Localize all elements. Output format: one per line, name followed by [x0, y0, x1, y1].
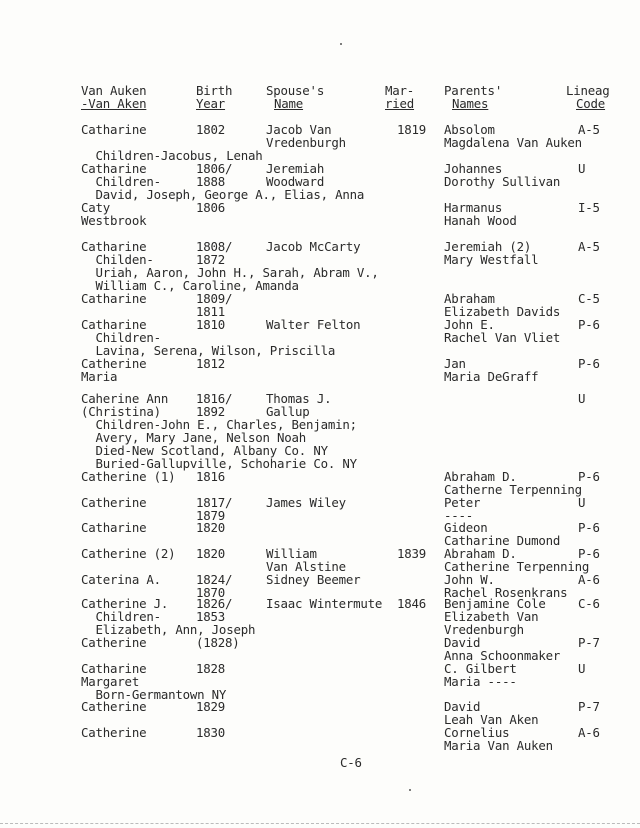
cell-birth: 1879 — [196, 508, 226, 523]
cell-lineage: P-6 — [578, 469, 600, 484]
cell-parents: Catherne Terpenning — [444, 482, 582, 497]
cell-name: Catharine — [81, 291, 147, 306]
cell-name: Caty — [81, 200, 111, 215]
cell-birth: 1816 — [196, 469, 226, 484]
cell-parents: Harmanus — [444, 200, 503, 215]
cell-birth: 1811 — [196, 304, 226, 319]
cell-name: Margaret — [81, 674, 140, 689]
header-name-1: Van Auken — [81, 83, 147, 98]
cell-parents: Johannes — [444, 161, 503, 176]
cell-lineage: P-7 — [578, 635, 600, 650]
cell-spouse: Van Alstine — [266, 559, 346, 574]
cell-parents: Vredenburgh — [444, 622, 524, 637]
cell-parents: Maria Van Auken — [444, 738, 553, 753]
cell-name: Westbrook — [81, 213, 147, 228]
cell-parents: Elizabeth Davids — [444, 304, 561, 319]
cell-birth: 1806 — [196, 200, 226, 215]
cell-parents: Magdalena Van Auken — [444, 135, 582, 150]
page-number: C-6 — [340, 755, 362, 770]
cell-name: Born-Germantown NY — [81, 687, 227, 702]
cell-birth: 1820 — [196, 520, 226, 535]
cell-parents: Peter — [444, 495, 481, 510]
header-birth-2: Year — [196, 96, 226, 111]
cell-name: Childen- — [81, 252, 154, 267]
speck-top — [340, 43, 342, 45]
cell-name: Catherine (1) — [81, 469, 176, 484]
cell-lineage: C-5 — [578, 291, 600, 306]
cell-name: Children- — [81, 609, 161, 624]
cell-parents: Gideon — [444, 520, 488, 535]
cell-parents: Maria DeGraff — [444, 369, 539, 384]
cell-parents: Maria ---- — [444, 674, 517, 689]
cell-lineage: I-5 — [578, 200, 600, 215]
cell-lineage: A-6 — [578, 572, 600, 587]
cell-parents: Abraham — [444, 291, 495, 306]
cell-name: Catherine — [81, 725, 147, 740]
cell-name: Children-Jacobus, Lenah — [81, 148, 263, 163]
cell-name: Catharine — [81, 122, 147, 137]
cell-name: Elizabeth, Ann, Joseph — [81, 622, 256, 637]
cell-name: Catherine — [81, 635, 147, 650]
cell-birth: 1810 — [196, 317, 226, 332]
header-parents-1: Parents' — [444, 83, 503, 98]
cell-name: Catherine — [81, 356, 147, 371]
cell-parents: Mary Westfall — [444, 252, 539, 267]
cell-name: Catharine — [81, 161, 147, 176]
cell-parents: John E. — [444, 317, 495, 332]
cell-parents: Benjamine Cole — [444, 596, 546, 611]
cell-lineage: U — [578, 161, 586, 176]
cell-spouse: Walter Felton — [266, 317, 361, 332]
cell-lineage: P-6 — [578, 520, 600, 535]
header-married-1: Mar- — [385, 83, 415, 98]
cell-parents: C. Gilbert — [444, 661, 517, 676]
cell-parents: Abraham D. — [444, 469, 517, 484]
cell-lineage: U — [578, 661, 586, 676]
cell-lineage: P-7 — [578, 699, 600, 714]
cell-lineage: P-6 — [578, 317, 600, 332]
cell-name: William C., Caroline, Amanda — [81, 278, 299, 293]
cell-parents: Anna Schoonmaker — [444, 648, 561, 663]
cell-lineage: A-5 — [578, 239, 600, 254]
cell-name: Children-John E., Charles, Benjamin; — [81, 417, 357, 432]
cell-name: Maria — [81, 369, 118, 384]
header-lineage-1: Lineag — [566, 83, 610, 98]
cell-name: Catharine — [81, 317, 147, 332]
cell-birth: 1872 — [196, 252, 226, 267]
cell-spouse: Sidney Beemer — [266, 572, 361, 587]
cell-spouse: James Wiley — [266, 495, 346, 510]
cell-married: 1839 — [397, 546, 427, 561]
cell-parents: David — [444, 635, 481, 650]
cell-name: David, Joseph, George A., Elias, Anna — [81, 187, 365, 202]
cell-birth: 1824/ — [196, 572, 233, 587]
cell-birth: 1817/ — [196, 495, 233, 510]
cell-birth: 1830 — [196, 725, 226, 740]
cell-birth: 1853 — [196, 609, 226, 624]
cell-name: Catherine (2) — [81, 546, 176, 561]
cell-name: Lavina, Serena, Wilson, Priscilla — [81, 343, 336, 358]
cell-parents: ---- — [444, 508, 474, 523]
cell-spouse: Jeremiah — [266, 161, 325, 176]
header-lineage-2: Code — [576, 96, 606, 111]
scan-edge — [0, 823, 640, 826]
cell-name: Catherine J. — [81, 596, 169, 611]
cell-birth: 1820 — [196, 546, 226, 561]
cell-name: Catharine — [81, 661, 147, 676]
cell-spouse: Isaac Wintermute — [266, 596, 383, 611]
cell-birth: 1812 — [196, 356, 226, 371]
cell-lineage: U — [578, 495, 586, 510]
speck-bottom — [409, 789, 411, 791]
cell-name: Avery, Mary Jane, Nelson Noah — [81, 430, 307, 445]
cell-married: 1819 — [397, 122, 427, 137]
cell-birth: 1802 — [196, 122, 226, 137]
cell-parents: Abraham D. — [444, 546, 517, 561]
cell-birth: 1808/ — [196, 239, 233, 254]
cell-birth: 1828 — [196, 661, 226, 676]
cell-spouse: William — [266, 546, 317, 561]
cell-name: Children- — [81, 174, 161, 189]
cell-spouse: Jacob Van — [266, 122, 332, 137]
cell-birth: 1816/ — [196, 391, 233, 406]
cell-birth: (1828) — [196, 635, 240, 650]
cell-parents: Rachel Van Vliet — [444, 330, 561, 345]
cell-birth: 1826/ — [196, 596, 233, 611]
cell-parents: Jeremiah (2) — [444, 239, 532, 254]
cell-parents: Dorothy Sullivan — [444, 174, 561, 189]
cell-spouse: Thomas J. — [266, 391, 332, 406]
cell-parents: David — [444, 699, 481, 714]
header-parents-2: Names — [452, 96, 489, 111]
cell-birth: 1888 — [196, 174, 226, 189]
cell-lineage: A-6 — [578, 725, 600, 740]
cell-parents: Elizabeth Van — [444, 609, 539, 624]
cell-birth: 1806/ — [196, 161, 233, 176]
cell-spouse: Woodward — [266, 174, 325, 189]
cell-name: Catharine — [81, 239, 147, 254]
cell-parents: Leah Van Aken — [444, 712, 539, 727]
cell-spouse: Gallup — [266, 404, 310, 419]
cell-spouse: Vredenburgh — [266, 135, 346, 150]
cell-name: Catharine — [81, 520, 147, 535]
cell-parents: John W. — [444, 572, 495, 587]
cell-parents: Cornelius — [444, 725, 510, 740]
cell-lineage: P-6 — [578, 546, 600, 561]
cell-birth: 1829 — [196, 699, 226, 714]
header-married-2: ried — [385, 96, 415, 111]
header-name-2: -Van Aken — [81, 96, 147, 111]
cell-birth: 1870 — [196, 585, 226, 600]
cell-lineage: U — [578, 391, 586, 406]
cell-parents: Jan — [444, 356, 466, 371]
cell-name: Uriah, Aaron, John H., Sarah, Abram V., — [81, 265, 379, 280]
cell-name: Children- — [81, 330, 161, 345]
cell-married: 1846 — [397, 596, 427, 611]
cell-name: Catherine — [81, 495, 147, 510]
cell-name: Catherine — [81, 699, 147, 714]
header-spouse-2: Name — [274, 96, 304, 111]
cell-spouse: Jacob McCarty — [266, 239, 361, 254]
cell-name: Caherine Ann — [81, 391, 169, 406]
cell-birth: 1809/ — [196, 291, 233, 306]
cell-birth: 1892 — [196, 404, 226, 419]
cell-parents: Rachel Rosenkrans — [444, 585, 568, 600]
cell-parents: Catharine Dumond — [444, 533, 561, 548]
cell-name: Buried-Gallupville, Schoharie Co. NY — [81, 456, 357, 471]
header-birth-1: Birth — [196, 83, 233, 98]
cell-name: (Christina) — [81, 404, 161, 419]
cell-name: Died-New Scotland, Albany Co. NY — [81, 443, 328, 458]
cell-parents: Absolom — [444, 122, 495, 137]
cell-parents: Catherine Terpenning — [444, 559, 590, 574]
cell-lineage: A-5 — [578, 122, 600, 137]
header-spouse-1: Spouse's — [266, 83, 325, 98]
cell-lineage: C-6 — [578, 596, 600, 611]
cell-parents: Hanah Wood — [444, 213, 517, 228]
cell-lineage: P-6 — [578, 356, 600, 371]
cell-name: Caterina A. — [81, 572, 161, 587]
